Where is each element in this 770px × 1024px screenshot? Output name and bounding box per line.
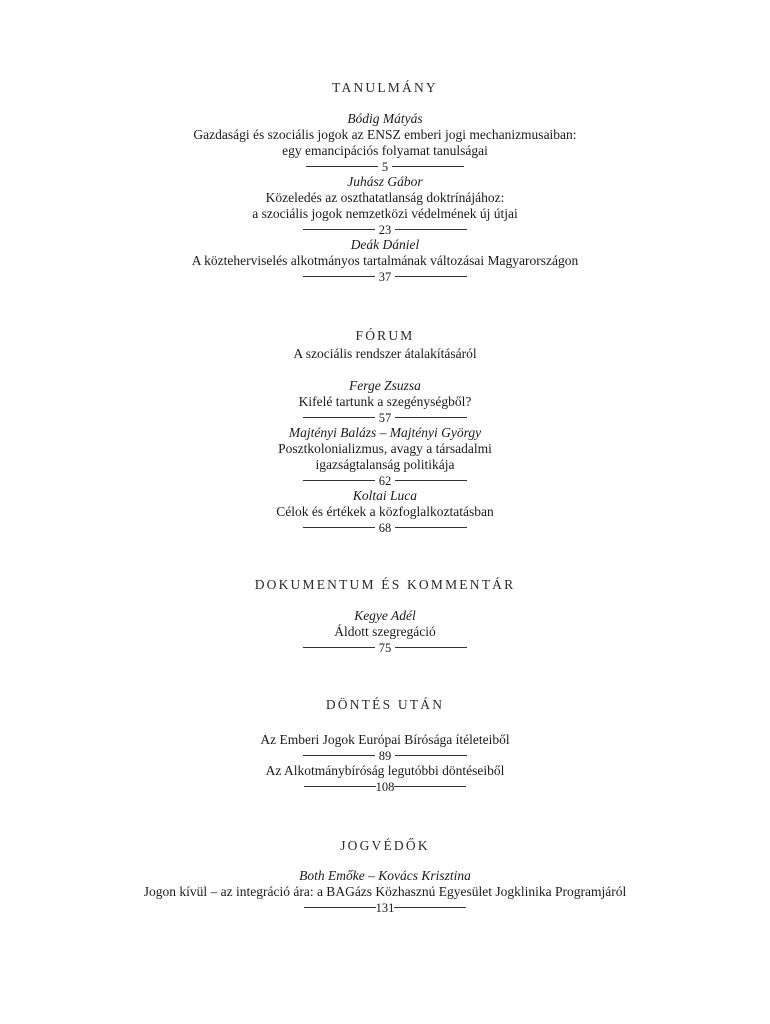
section-title: DÖNTÉS UTÁN bbox=[325, 697, 445, 712]
section-title: DOKUMENTUM ÉS KOMMENTÁR bbox=[254, 577, 516, 592]
section-tanulmany bbox=[0, 78, 770, 284]
entry-page-line bbox=[0, 473, 770, 488]
section-dontes-utan bbox=[0, 695, 770, 794]
rule-right bbox=[395, 417, 467, 418]
toc-entry[interactable] bbox=[0, 111, 770, 174]
rule-right bbox=[395, 527, 467, 528]
section-dokumentum bbox=[0, 575, 770, 655]
entry-author: Kegye Adél bbox=[354, 608, 416, 623]
entry-page-number: 5 bbox=[381, 159, 389, 174]
section-forum bbox=[0, 326, 770, 535]
entry-title-line: A közteherviselés alkotmányos tartalmának változásai Magyarországon bbox=[191, 253, 579, 268]
toc-entry[interactable] bbox=[0, 425, 770, 488]
entry-page-number: 75 bbox=[378, 640, 392, 655]
rule-right bbox=[392, 166, 464, 167]
entry-title-line: egy emancipációs folyamat tanulságai bbox=[282, 143, 488, 158]
entry-title-line: Jogon kívül – az integráció ára: a BAGázs Közhasznú Egyesület Jogklinika Programjáról bbox=[143, 884, 627, 899]
toc-entry[interactable] bbox=[0, 608, 770, 655]
rule-right bbox=[394, 907, 466, 908]
toc-entry[interactable] bbox=[0, 174, 770, 237]
entry-title-line: a szociális jogok nemzetközi védelmének új útjai bbox=[252, 206, 518, 221]
entry-page-number: 23 bbox=[378, 222, 392, 237]
toc-entry[interactable] bbox=[0, 732, 770, 763]
entry-page-number: 37 bbox=[378, 269, 392, 284]
entry-title-line: Gazdasági és szociális jogok az ENSZ emberi jogi mechanizmusaiban: bbox=[193, 127, 577, 142]
entry-author: Bódig Mátyás bbox=[347, 111, 423, 126]
entry-page-number: 89 bbox=[378, 748, 392, 763]
entry-title-line: Célok és értékek a közfoglalkoztatásban bbox=[276, 504, 494, 519]
entry-author: Ferge Zsuzsa bbox=[349, 378, 421, 393]
rule-left bbox=[303, 480, 375, 481]
entry-title-line: Közeledés az oszthatatlanság doktrínájához: bbox=[265, 190, 505, 205]
toc-entry[interactable] bbox=[0, 237, 770, 284]
rule-left bbox=[303, 647, 375, 648]
section-jogvedok bbox=[0, 836, 770, 915]
rule-right bbox=[395, 755, 467, 756]
entry-title-line: igazságtalanság politikája bbox=[315, 457, 455, 472]
entry-title-line: Kifelé tartunk a szegénységből? bbox=[298, 394, 472, 409]
entry-author: Juhász Gábor bbox=[347, 174, 423, 189]
entry-author: Both Emőke – Kovács Krisztina bbox=[299, 868, 471, 883]
entry-page-line bbox=[0, 222, 770, 237]
rule-left bbox=[303, 527, 375, 528]
entry-title-line: Az Emberi Jogok Európai Bírósága ítéleteiből bbox=[260, 732, 510, 747]
entry-page-line bbox=[0, 640, 770, 655]
rule-right bbox=[395, 276, 467, 277]
section-title: JOGVÉDŐK bbox=[340, 838, 430, 853]
entry-page-line bbox=[0, 900, 770, 915]
entry-page-line bbox=[0, 269, 770, 284]
entry-title-line: Posztkolonializmus, avagy a társadalmi bbox=[278, 441, 492, 456]
entry-author: Deák Dániel bbox=[350, 237, 420, 252]
toc-entry[interactable] bbox=[0, 378, 770, 425]
section-title: TANULMÁNY bbox=[332, 80, 438, 95]
rule-left bbox=[304, 786, 376, 787]
entry-page-line bbox=[0, 748, 770, 763]
entry-title-line: Áldott szegregáció bbox=[334, 624, 436, 639]
entry-page-line bbox=[0, 159, 770, 174]
section-subtitle: A szociális rendszer átalakításáról bbox=[293, 346, 477, 361]
entry-page-number: 57 bbox=[378, 410, 392, 425]
rule-right bbox=[394, 786, 466, 787]
rule-left bbox=[303, 417, 375, 418]
rule-left bbox=[304, 907, 376, 908]
entry-author: Majtényi Balázs – Majtényi György bbox=[288, 425, 482, 440]
entry-page-number: 108 bbox=[375, 779, 395, 794]
toc-entry[interactable] bbox=[0, 868, 770, 915]
rule-left bbox=[303, 755, 375, 756]
rule-right bbox=[395, 647, 467, 648]
entry-page-number: 131 bbox=[375, 900, 395, 915]
rule-right bbox=[395, 229, 467, 230]
entry-page-number: 62 bbox=[378, 473, 392, 488]
entry-page-number: 68 bbox=[378, 520, 392, 535]
rule-left bbox=[303, 229, 375, 230]
section-title: FÓRUM bbox=[355, 328, 415, 343]
rule-right bbox=[395, 480, 467, 481]
entry-page-line bbox=[0, 520, 770, 535]
entry-page-line bbox=[0, 410, 770, 425]
toc-entry[interactable] bbox=[0, 488, 770, 535]
entry-title-line: Az Alkotmánybíróság legutóbbi döntéseiből bbox=[265, 763, 505, 778]
entry-author: Koltai Luca bbox=[352, 488, 418, 503]
entry-page-line bbox=[0, 779, 770, 794]
rule-left bbox=[306, 166, 378, 167]
rule-left bbox=[303, 276, 375, 277]
toc-entry[interactable] bbox=[0, 763, 770, 794]
